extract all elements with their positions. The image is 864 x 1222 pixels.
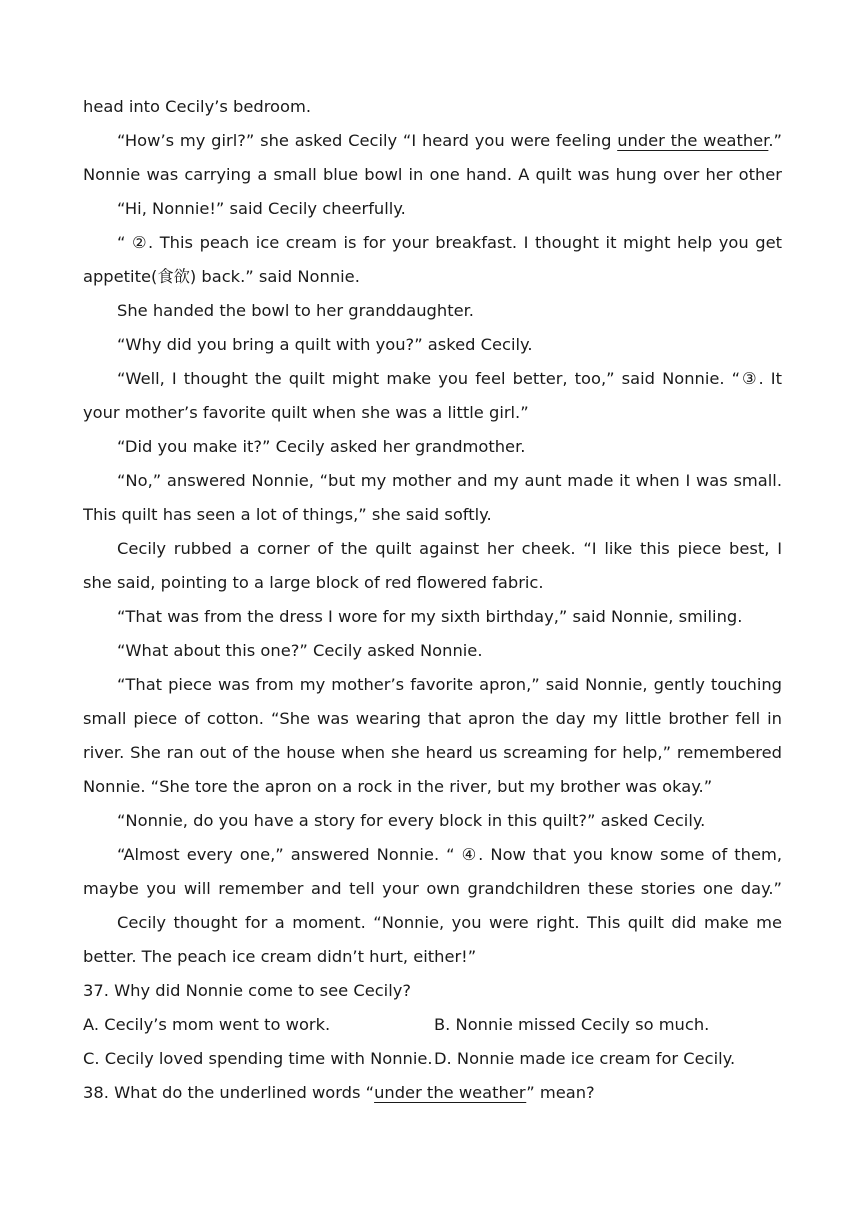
document-page: [83, 90, 782, 1110]
text-line: she said, pointing to a large block of red flowered fabric.: [83, 573, 544, 592]
text-span: .”: [768, 131, 782, 150]
text-line: Cecily rubbed a corner of the quilt against her cheek. “I like this piece best, I: [117, 539, 782, 558]
text-line: “What about this one?” Cecily asked Nonnie.: [117, 641, 483, 660]
option-a[interactable]: A. Cecily’s mom went to work.: [83, 1015, 331, 1034]
question-37-options-row-1: [83, 1008, 782, 1042]
text-line: “Hi, Nonnie!” said Cecily cheerfully.: [117, 199, 406, 218]
underlined-phrase: under the weather: [617, 131, 769, 150]
text-line: “Did you make it?” Cecily asked her grandmother.: [117, 437, 526, 456]
text-line: “Why did you bring a quilt with you?” asked Cecily.: [117, 335, 533, 354]
question-38-stem: [83, 1076, 782, 1110]
text-line: Nonnie. “She tore the apron on a rock in the river, but my brother was okay.”: [83, 777, 713, 796]
question-37-options-row-2: [83, 1042, 782, 1076]
text-line: “That was from the dress I wore for my sixth birthday,” said Nonnie, smiling.: [117, 607, 743, 626]
text-line: river. She ran out of the house when she heard us screaming for help,” remembered: [83, 743, 782, 762]
text-line: [83, 124, 782, 158]
text-line: “Well, I thought the quilt might make you feel better, too,” said Nonnie. “③. It: [117, 369, 782, 388]
option-b[interactable]: B. Nonnie missed Cecily so much.: [434, 1015, 710, 1034]
text-line: “ ②. This peach ice cream is for your breakfast. I thought it might help you get: [117, 233, 782, 252]
text-line: appetite(食欲) back.” said Nonnie.: [83, 267, 360, 286]
option-c[interactable]: C. Cecily loved spending time with Nonnie.: [83, 1049, 433, 1068]
text-line: maybe you will remember and tell your own grandchildren these stories one day.”: [83, 879, 782, 898]
text-line: She handed the bowl to her granddaughter.: [117, 301, 474, 320]
text-line: Nonnie was carrying a small blue bowl in one hand. A quilt was hung over her other: [83, 165, 782, 184]
text-line: “No,” answered Nonnie, “but my mother and my aunt made it when I was small.: [117, 471, 782, 490]
text-span: 38. What do the underlined words “: [83, 1083, 375, 1102]
text-line: head into Cecily’s bedroom.: [83, 97, 312, 116]
text-line: better. The peach ice cream didn’t hurt, either!”: [83, 947, 477, 966]
text-span: ” mean?: [526, 1083, 595, 1102]
text-span: “How’s my girl?” she asked Cecily “I heard you were feeling: [117, 131, 618, 150]
text-line: Cecily thought for a moment. “Nonnie, you were right. This quilt did make me: [117, 913, 782, 932]
underlined-phrase: under the weather: [374, 1083, 527, 1102]
option-d[interactable]: D. Nonnie made ice cream for Cecily.: [434, 1049, 736, 1068]
text-line: “Almost every one,” answered Nonnie. “ ④. Now that you know some of them,: [117, 845, 782, 864]
text-line: This quilt has seen a lot of things,” she said softly.: [83, 505, 492, 524]
question-37-stem: 37. Why did Nonnie come to see Cecily?: [83, 981, 411, 1000]
text-line: “Nonnie, do you have a story for every block in this quilt?” asked Cecily.: [117, 811, 706, 830]
text-line: your mother’s favorite quilt when she was a little girl.”: [83, 403, 529, 422]
text-line: small piece of cotton. “She was wearing that apron the day my little brother fell in: [83, 709, 782, 728]
text-line: “That piece was from my mother’s favorite apron,” said Nonnie, gently touching: [117, 675, 782, 694]
